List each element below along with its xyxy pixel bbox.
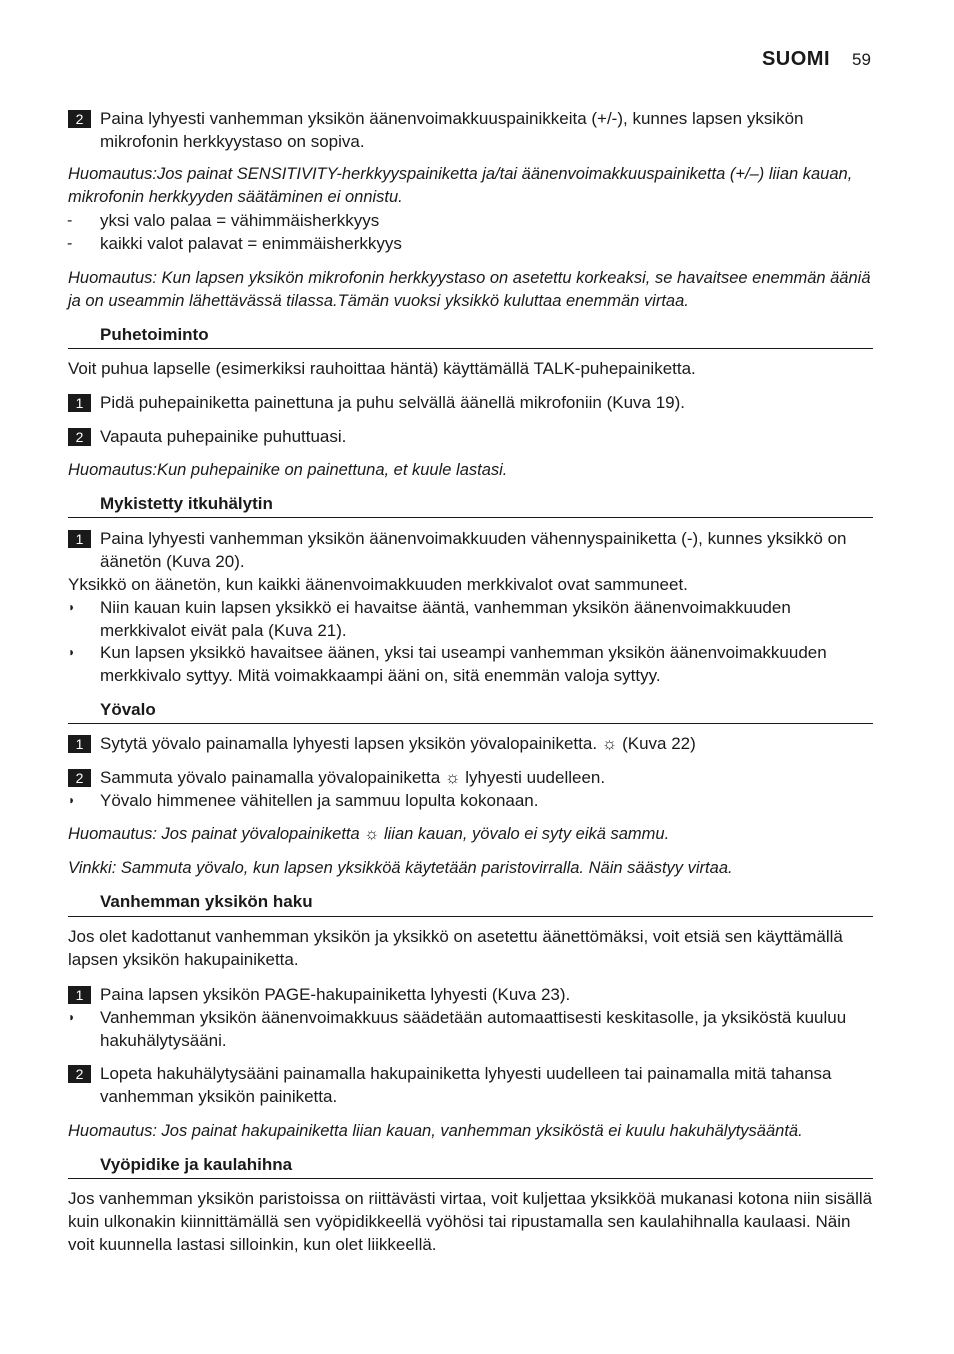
bullet-marker: ◗: [68, 645, 76, 659]
myk-info: Yksikkö on äänetön, kun kaikki äänenvoimakkuuden merkkivalot ovat sammuneet.: [68, 575, 688, 594]
haku-step-2: Lopeta hakuhälytysääni painamalla hakupainiketta lyhyesti uudelleen tai painamalla mitä tahansa vanhemman yksikön painiketta.: [100, 1064, 832, 1106]
step-number-badge: 1: [68, 986, 91, 1004]
section-divider: [68, 348, 873, 349]
step-number-badge: 2: [68, 428, 91, 446]
yovalo-bullet: Yövalo himmenee vähitellen ja sammuu lopulta kokonaan.: [100, 791, 539, 810]
section-heading-haku: Vanhemman yksikön haku: [100, 892, 313, 911]
puhe-intro: Voit puhua lapselle (esimerkiksi rauhoittaa häntä) käyttämällä TALK-puhepainiketta.: [68, 359, 696, 378]
step-number-badge: 1: [68, 735, 91, 753]
dash-item: kaikki valot palavat = enimmäisherkkyys: [100, 234, 402, 253]
section-heading-vyopidike: Vyöpidike ja kaulahihna: [100, 1155, 293, 1174]
haku-intro: Jos olet kadottanut vanhemman yksikön ja yksikkö on asetettu äänettömäksi, voit etsiä sen käyttämällä lapsen yksikön hakupainiketta.: [68, 927, 843, 969]
myk-bullet-2: Kun lapsen yksikkö havaitsee äänen, yksi tai useampi vanhemman yksikön äänenvoimakkuuden merkkivalo syttyy. Mitä voimakkaampi ääni on, sitä enemmän valoja syttyy.: [100, 643, 827, 685]
bullet-marker: ◗: [68, 793, 76, 807]
step-2-text: Paina lyhyesti vanhemman yksikön äänenvoimakkuuspainikkeita (+/-), kunnes lapsen yksikön mikrofonin herkkyystaso on sopiva.: [100, 109, 804, 151]
myk-bullet-1: Niin kauan kuin lapsen yksikkö ei havaitse ääntä, vanhemman yksikön äänenvoimakkuuden merkkivalot eivät pala (Kuva 21).: [100, 598, 791, 640]
haku-step-1: Paina lapsen yksikön PAGE-hakupainiketta lyhyesti (Kuva 23).: [100, 985, 571, 1004]
language-label: SUOMI: [761, 48, 830, 70]
section-divider: [68, 517, 873, 518]
page-number: 59: [852, 50, 871, 69]
step-number-badge: 2: [68, 1065, 91, 1083]
dash-marker: -: [67, 235, 73, 252]
step-number-badge: 2: [68, 769, 91, 787]
dash-marker: -: [67, 212, 73, 229]
note-microphone-level: Huomautus: Kun lapsen yksikön mikrofonin herkkyystaso on asetettu korkeaksi, se havaitsee enemmän ääniä ja on useammin lähettävässä tilassa.Tämän vuoksi yksikkö kuluttaa enemmän virtaa.: [68, 269, 871, 310]
puhe-note: Huomautus:Kun puhepainike on painettuna, et kuule lastasi.: [68, 461, 508, 479]
bullet-marker: ◗: [68, 1010, 76, 1024]
yovalo-tip: Vinkki: Sammuta yövalo, kun lapsen yksikköä käytetään paristovirralla. Näin säästyy virtaa.: [68, 859, 733, 877]
myk-step-1: Paina lyhyesti vanhemman yksikön äänenvoimakkuuden vähennyspainiketta (-), kunnes yksikkö on äänetön (Kuva 20).: [100, 529, 847, 571]
section-divider: [68, 916, 873, 917]
section-divider: [68, 1178, 873, 1179]
vyo-text: Jos vanhemman yksikön paristoissa on riittävästi virtaa, voit kuljettaa yksikköä mukanasi kotona niin sisällä kuin ulkonakin kiinnittämällä sen vyöpidikkeellä vyöhösi tai ripustamalla sen kaulahihnalla kaulaasi. Näin voit kuunnella lastasi silloinkin, kun olet liikkeellä.: [68, 1189, 873, 1254]
step-number-badge: 1: [68, 530, 91, 548]
bullet-marker: ◗: [68, 600, 76, 614]
yovalo-step-1: Sytytä yövalo painamalla lyhyesti lapsen yksikön yövalopainiketta. ☼ (Kuva 22): [100, 734, 696, 753]
section-heading-mykistetty: Mykistetty itkuhälytin: [100, 494, 273, 513]
dash-item: yksi valo palaa = vähimmäisherkkyys: [100, 211, 380, 230]
section-divider: [68, 723, 873, 724]
puhe-step-1: Pidä puhepainiketta painettuna ja puhu selvällä äänellä mikrofoniin (Kuva 19).: [100, 393, 685, 412]
section-heading-yovalo: Yövalo: [100, 700, 156, 719]
yovalo-step-2: Sammuta yövalo painamalla yövalopainiketta ☼ lyhyesti uudelleen.: [100, 768, 606, 787]
puhe-step-2: Vapauta puhepainike puhuttuasi.: [100, 427, 347, 446]
step-number-badge: 2: [68, 110, 91, 128]
note-sensitivity: Huomautus:Jos painat SENSITIVITY-herkkyyspainiketta ja/tai äänenvoimakkuuspainiketta (+/–) liian kauan, mikrofonin herkkyyden säätäminen ei onnistu.: [68, 165, 853, 206]
haku-bullet: Vanhemman yksikön äänenvoimakkuus säädetään automaattisesti keskitasolle, ja yksiköstä kuuluu hakuhälytysääni.: [100, 1008, 847, 1050]
section-heading-puhetoiminto: Puhetoiminto: [100, 325, 209, 344]
yovalo-note: Huomautus: Jos painat yövalopainiketta ☼ liian kauan, yövalo ei syty eikä sammu.: [68, 825, 670, 843]
haku-note: Huomautus: Jos painat hakupainiketta liian kauan, vanhemman yksiköstä ei kuulu hakuhälytysääntä.: [68, 1122, 803, 1140]
step-number-badge: 1: [68, 394, 91, 412]
